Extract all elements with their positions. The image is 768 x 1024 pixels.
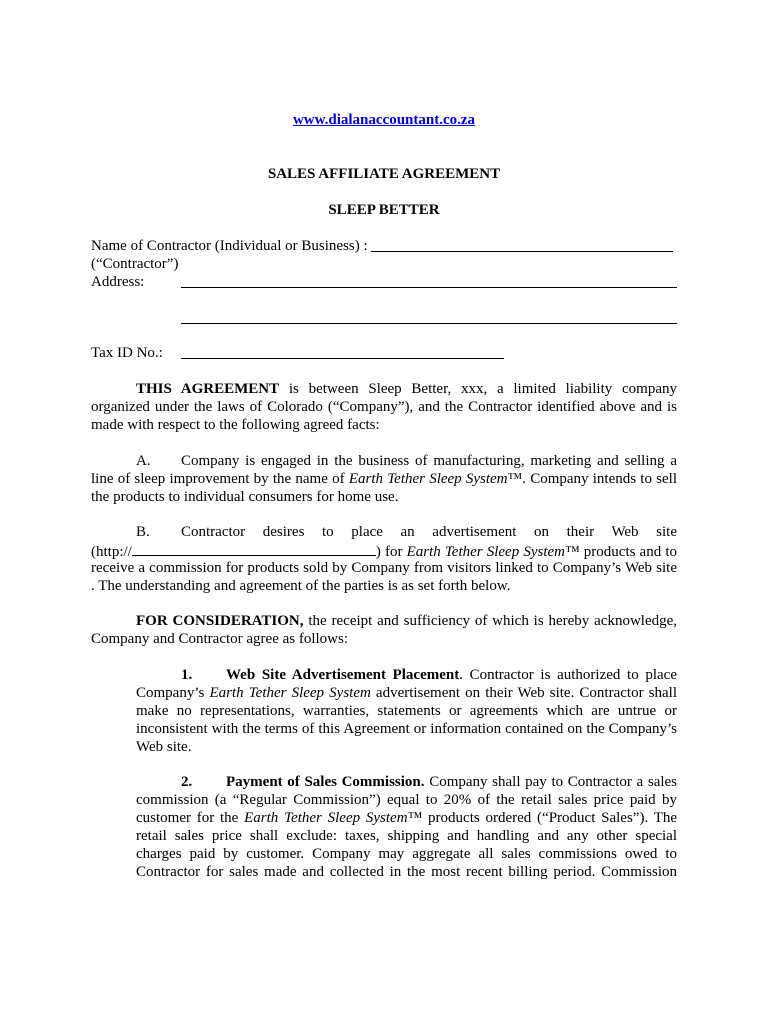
fact-b-url-blank [132,541,376,556]
consideration-lead: FOR CONSIDERATION, [136,613,304,629]
address-line-2 [181,323,677,324]
section-1-line-2-post: advertisement on their Web site. Contractor shall [375,685,677,701]
fact-a-line-1-text: Company is engaged in the business of manufacturing, marketing and selling a [181,453,677,469]
section-1-line-5: Web site. [136,739,192,755]
section-2-line-2: commission (a “Regular Commission”) equal to 20% of the retail sales price paid by [136,792,677,808]
section-2-heading: Payment of Sales Commission. [226,774,425,790]
website-link[interactable]: www.dialanaccountant.co.za [292,112,476,128]
fact-b-line-2 [91,541,677,561]
section-2-line-3-pre: customer for the [136,810,239,826]
intro-line-3: made with respect to the following agreed facts: [91,417,380,433]
section-2-line-1-text: Company shall pay to Contractor a sales [429,774,678,790]
section-1-line-1-text: . Contractor is authorized to place [459,667,677,683]
section-1-line-2 [136,684,677,702]
fact-a-letter: A. [136,453,151,469]
consideration-line-2: Company and Contractor agree as follows: [91,631,349,647]
website-link-row [0,111,768,129]
fact-a-line-2-pre: line of sleep improvement by the name of [91,471,345,487]
section-2-line-1 [136,773,677,791]
section-2-line-3 [136,809,677,827]
fact-b-url-prefix: (http:// [91,544,132,560]
contractor-alias: (“Contractor”) [91,256,179,272]
fact-b-line-4: . The understanding and agreement of the parties is as set forth below. [91,578,511,594]
intro-line-2: organized under the laws of Colorado (“Company”), and the Contractor identified above and is [91,399,677,415]
fact-b-product-name: Earth Tether Sleep System [406,544,565,560]
section-2-number: 2. [181,774,193,790]
section-1-line-1 [136,666,677,684]
section-1-line-3: make no representations, warranties, statements or agreements which are untrue or [136,703,677,719]
document-title: SALES AFFILIATE AGREEMENT [267,166,501,182]
intro-line-1-text: is between Sleep Better, xxx, a limited liability company [288,381,678,397]
section-1-heading: Web Site Advertisement Placement [226,667,460,683]
section-1-number: 1. [181,667,193,683]
fact-b-line-2-mid: ) for [375,544,403,560]
intro-lead: THIS AGREEMENT [136,381,280,397]
consideration-line-1 [91,612,677,630]
address-label: Address: [91,274,145,290]
fact-a-line-3: the products to individual consumers for home use. [91,489,399,505]
fact-a-line-1 [91,452,677,470]
section-1-line-2-pre: Company’s [136,685,205,701]
fact-a-line-2-post: ™. Company intends to sell [507,471,678,487]
section-2-line-5: charges paid by customer. Company may aggregate all sales commissions owed to [136,846,677,862]
address-line-1 [181,287,677,288]
company-name: SLEEP BETTER [328,202,440,218]
section-1-product-name: Earth Tether Sleep System [209,685,371,701]
section-2-line-4: retail sales price shall exclude: taxes, shipping and handling and any other special [136,828,677,844]
fact-b-line-3: receive a commission for products sold by Company from visitors linked to Company’s Web site [91,560,677,576]
section-1-line-4: inconsistent with the terms of this Agreement or information contained on the Company’s [136,721,677,737]
fact-a-product-name: Earth Tether Sleep System [348,471,508,487]
section-2-product-name: Earth Tether Sleep System [244,810,408,826]
fact-b-line-1-text: Contractor desires to place an advertisement on their Web site [181,524,677,540]
contractor-name-blank [371,251,673,252]
section-2-line-3-post: ™ products ordered (“Product Sales”). The [407,810,678,826]
contractor-name-label: Name of Contractor (Individual or Business) : [91,238,368,254]
fact-b-letter: B. [136,524,150,540]
consideration-line-1-text: the receipt and sufficiency of which is hereby acknowledge, [308,613,678,629]
intro-line-1 [91,380,677,398]
section-2-line-6: Contractor for sales made and collected in the most recent billing period. Commission [136,864,677,880]
fact-a-line-2 [91,470,677,488]
tax-id-blank [181,358,504,359]
fact-b-line-2-post: ™ products and to [564,544,677,560]
tax-id-label: Tax ID No.: [91,345,163,361]
fact-b-line-1 [91,523,677,541]
